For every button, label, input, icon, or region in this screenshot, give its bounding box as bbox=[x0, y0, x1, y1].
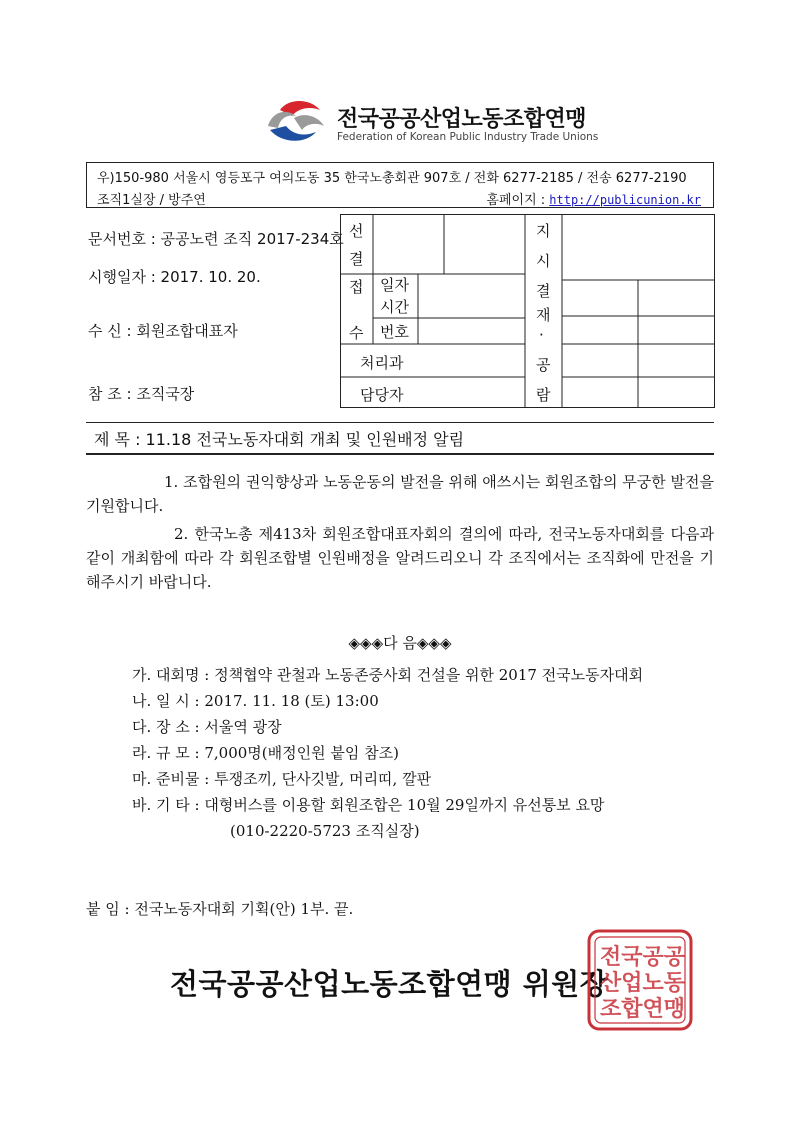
detail-item: 마. 준비물 : 투쟁조끼, 단사깃발, 머리띠, 깔판 bbox=[132, 770, 432, 788]
signer-title: 전국공공산업노동조합연맹 위원장 bbox=[170, 967, 609, 1001]
grid-label-dot: · bbox=[539, 326, 544, 344]
svg-text:조합연맹: 조합연맹 bbox=[600, 997, 686, 1022]
official-seal-icon bbox=[586, 928, 694, 1032]
grid-label-ji: 지 bbox=[536, 222, 551, 240]
grid-label-gyeol: 결 bbox=[349, 250, 364, 268]
org-name-english: Federation of Korean Public Industry Trade Unions bbox=[337, 131, 599, 143]
grid-label-seon: 선 bbox=[349, 222, 364, 240]
grid-label-ilja: 일자 bbox=[380, 276, 409, 294]
grid-label-gyeol2: 결 bbox=[536, 282, 551, 300]
svg-text:전국공공: 전국공공 bbox=[600, 945, 686, 970]
grid-label-gong: 공 bbox=[536, 356, 551, 374]
homepage-link[interactable]: http://publicunion.kr bbox=[549, 193, 701, 207]
address-line: 우)150-980 서울시 영등포구 여의도동 35 한국노총회관 907호 / 전화 6277-2185 / 전송 6277-2190 bbox=[97, 171, 687, 186]
grid-label-ram: 람 bbox=[536, 386, 551, 404]
section-heading: ◈◈◈다 음◈◈◈ bbox=[348, 634, 452, 652]
detail-item: 가. 대회명 : 정책협약 관철과 노동존중사회 건설을 위한 2017 전국노동자대회 bbox=[132, 666, 644, 684]
grid-label-jeop: 접 bbox=[349, 278, 364, 296]
svg-text:산업노동: 산업노동 bbox=[600, 971, 686, 996]
detail-item: 다. 장 소 : 서울역 광장 bbox=[132, 718, 282, 736]
contact-person: 조직1실장 / 방주연 bbox=[97, 193, 206, 208]
union-logo-icon bbox=[258, 96, 330, 146]
detail-item: 라. 규 모 : 7,000명(배정인원 붙임 참조) bbox=[132, 744, 399, 762]
org-name: 전국공공산업노동조합연맹 bbox=[337, 107, 587, 132]
document-number: 문서번호 : 공공노련 조직 2017-234호 bbox=[88, 230, 344, 248]
detail-item: 나. 일 시 : 2017. 11. 18 (토) 13:00 bbox=[132, 692, 379, 710]
homepage bbox=[486, 189, 701, 208]
grid-label-su: 수 bbox=[349, 324, 364, 342]
body-paragraph-2: 2. 한국노총 제413차 회원조합대표자회의 결의에 따라, 전국노동자대회를 다음과 같이 개최함에 따라 각 회원조합별 인원배정을 알려드리오니 각 조직에서는 조직화에 만전을 기해주시기 바랍니다. bbox=[86, 525, 714, 591]
approval-grid bbox=[340, 214, 715, 408]
grid-label-damdangja: 담당자 bbox=[360, 386, 404, 404]
grid-label-jae: 재 bbox=[536, 306, 551, 324]
recipient: 수 신 : 회원조합대표자 bbox=[88, 322, 238, 340]
homepage-label: 홈페이지 : bbox=[486, 193, 550, 208]
grid-label-si: 시 bbox=[536, 252, 551, 270]
issue-date: 시행일자 : 2017. 10. 20. bbox=[88, 268, 261, 286]
subject: 제 목 : 11.18 전국노동자대회 개최 및 인원배정 알림 bbox=[94, 430, 465, 449]
grid-label-cheorigwa: 처리과 bbox=[360, 354, 404, 372]
address-box bbox=[86, 162, 714, 208]
grid-label-beonho: 번호 bbox=[380, 323, 409, 341]
reference: 참 조 : 조직국장 bbox=[88, 385, 195, 403]
grid-label-sigan: 시간 bbox=[380, 298, 409, 316]
attachment-note: 붙 임 : 전국노동자대회 기획(안) 1부. 끝. bbox=[86, 900, 354, 918]
detail-item-continuation: (010-2220-5723 조직실장) bbox=[230, 822, 420, 840]
detail-item: 바. 기 타 : 대형버스를 이용할 회원조합은 10월 29일까지 유선통보 요망 bbox=[132, 796, 605, 814]
subject-row bbox=[86, 422, 714, 455]
body-paragraph-1: 1. 조합원의 권익향상과 노동운동의 발전을 위해 애쓰시는 회원조합의 무궁한 발전을 기원합니다. bbox=[86, 473, 714, 515]
